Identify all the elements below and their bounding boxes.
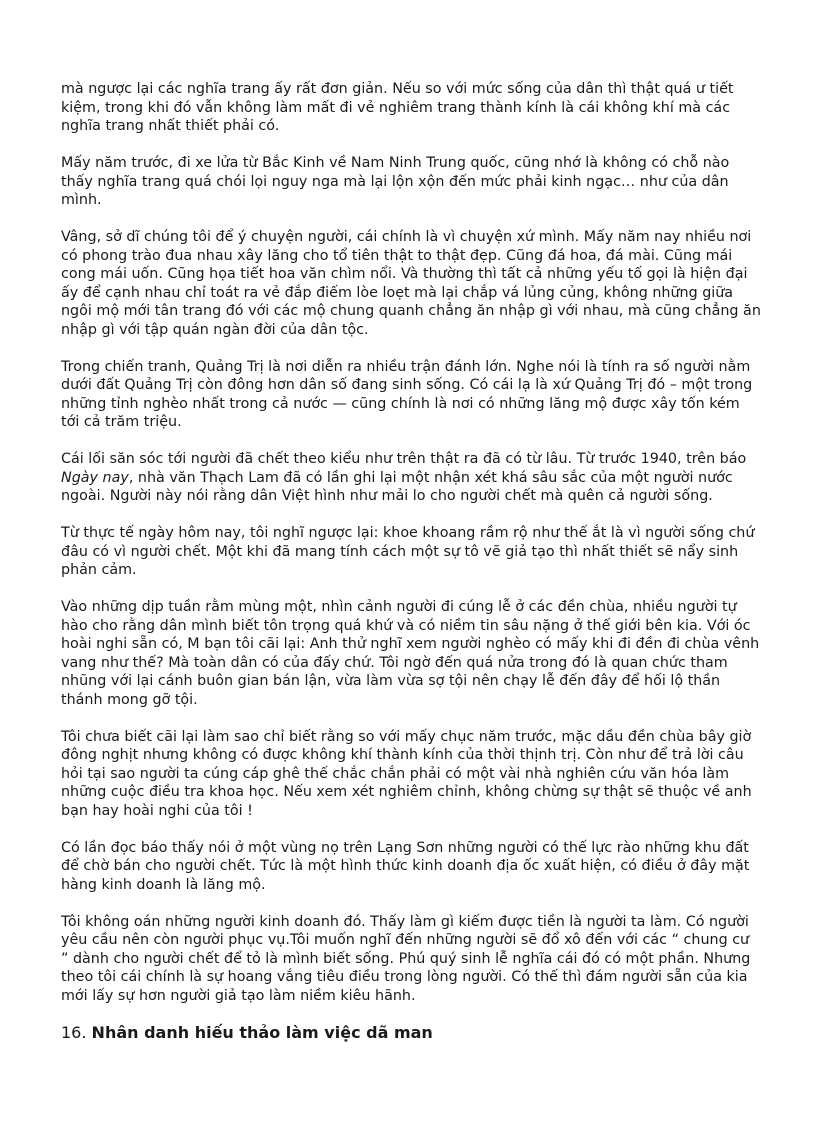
paragraph-5-before: Cái lối săn sóc tới người đã chết theo kiểu như trên thật ra đã có từ lâu. Từ trước 1940, trên báo xyxy=(61,451,747,467)
newspaper-name: Ngày nay xyxy=(61,469,129,486)
document-page xyxy=(61,80,761,1042)
paragraph-7: Vào những dịp tuần rằm mùng một, nhìn cảnh người đi cúng lễ ở các đền chùa, nhiều người tự hào cho rằng dân mình biết tôn trọng quá khứ và có niềm tin sâu nặng ở thế giới bên kia. Với óc hoài nghi sẵn có, M bạn tôi cãi lại: Anh thử nghĩ xem người nghèo có mấy khi đi đền đi chùa vênh vang như thế? Mà toàn dân có của đấy chứ. Tôi ngờ đến quá nửa trong đó là quan chức tham nhũng với lại cánh buôn gian bán lận, vừa làm vừa sợ tội nên chạy lễ đến đây để hối lộ thần thánh mong gỡ tội. xyxy=(61,599,760,708)
section-heading xyxy=(61,1024,761,1043)
paragraph-1: mà ngược lại các nghĩa trang ấy rất đơn giản. Nếu so với mức sống của dân thì thật quá ư tiết kiệm, trong khi đó vẫn không làm mất đi vẻ nghiêm trang thành kính là cái không khí mà các nghĩa trang nhất thiết phải có. xyxy=(61,81,734,134)
paragraph-2: Mấy năm trước, đi xe lửa từ Bắc Kinh về Nam Ninh Trung quốc, cũng nhớ là không có chỗ nào thấy nghĩa trang quá chói lọi nguy nga mà lại lộn xộn đến mức phải kinh ngạc… như của dân mình. xyxy=(61,155,730,208)
paragraph-5 xyxy=(61,450,761,506)
paragraph-10: Tôi không oán những người kinh doanh đó. Thấy làm gì kiếm được tiền là người ta làm. Có người yêu cầu nên còn người phục vụ.Tôi muốn nghĩ đến những người sẽ đổ xô đến với các “ chung cư ” dành cho người chết để tỏ là mình biết sống. Phú quý sinh lễ nghĩa cái đó có một phần. Nhưng theo tôi cái chính là sự hoang vắng tiêu điều trong lòng người. Có thế thì đám người sẵn của kia mới lấy sự hơn người giả tạo làm niềm kiêu hãnh. xyxy=(61,913,751,1004)
section-title: Nhân danh hiếu thảo làm việc dã man xyxy=(91,1022,433,1042)
paragraph-8: Tôi chưa biết cãi lại làm sao chỉ biết rằng so với mấy chục năm trước, mặc dầu đền chùa bây giờ đông nghịt nhưng không có được không khí thành kính của thời thịnh trị. Còn như để trả lời câu hỏi tại sao người ta cúng cáp ghê thế chắc chắn phải có một vài nhà nghiên cứu văn hóa làm những cuộc điều tra khoa học. Nếu xem xét nghiêm chỉnh, không chừng sự thật sẽ thuộc về anh bạn hay hoài nghi của tôi ! xyxy=(61,728,752,819)
paragraph-3: Vâng, sở dĩ chúng tôi để ý chuyện người, cái chính là vì chuyện xứ mình. Mấy năm nay nhiều nơi có phong trào đua nhau xây lăng cho tổ tiên thật to thật đẹp. Cũng đá hoa, đá mài. Cũng mái cong mái uốn. Cũng họa tiết hoa văn chìm nổi. Và thường thì tất cả những yếu tố gọi là hiện đại ấy để cạnh nhau chỉ toát ra vẻ đắp điếm lòe loẹt mà lại chắp vá lủng củng, không những giữa ngôi mộ mới tân trang đó với các mộ chung quanh chẳng ăn nhập gì với nhau, mà cũng chẳng ăn nhập gì với tập quán ngàn đời của dân tộc. xyxy=(61,229,761,338)
paragraph-9: Có lần đọc báo thấy nói ở một vùng nọ trên Lạng Sơn những người có thế lực rào những khu đất để chờ bán cho người chết. Tức là một hình thức kinh doanh địa ốc xuất hiện, có điều ở đây mặt hàng kinh doanh là lăng mộ. xyxy=(61,839,750,893)
paragraph-4: Trong chiến tranh, Quảng Trị là nơi diễn ra nhiều trận đánh lớn. Nghe nói là tính ra số người nằm dưới đất Quảng Trị còn đông hơn dân số đang sinh sống. Có cái lạ là xứ Quảng Trị đó – một trong những tỉnh nghèo nhất trong cả nước — cũng chính là nơi có những lăng mộ được xây tốn kém tới cả trăm triệu. xyxy=(61,358,753,430)
paragraph-5-after: , nhà văn Thạch Lam đã có lần ghi lại một nhận xét khá sâu sắc của một người nước ngoài. Người này nói rằng dân Việt hình như mải lo cho người chết mà quên cả người sống. xyxy=(61,469,733,504)
section-number: 16. xyxy=(61,1022,87,1042)
paragraph-6: Từ thực tế ngày hôm nay, tôi nghĩ ngược lại: khoe khoang rầm rộ như thế ắt là vì người sống chứ đâu có vì người chết. Một khi đã mang tính cách một sự tô vẽ giả tạo thì nhất thiết sẽ nẩy sinh phản cảm. xyxy=(61,525,755,578)
